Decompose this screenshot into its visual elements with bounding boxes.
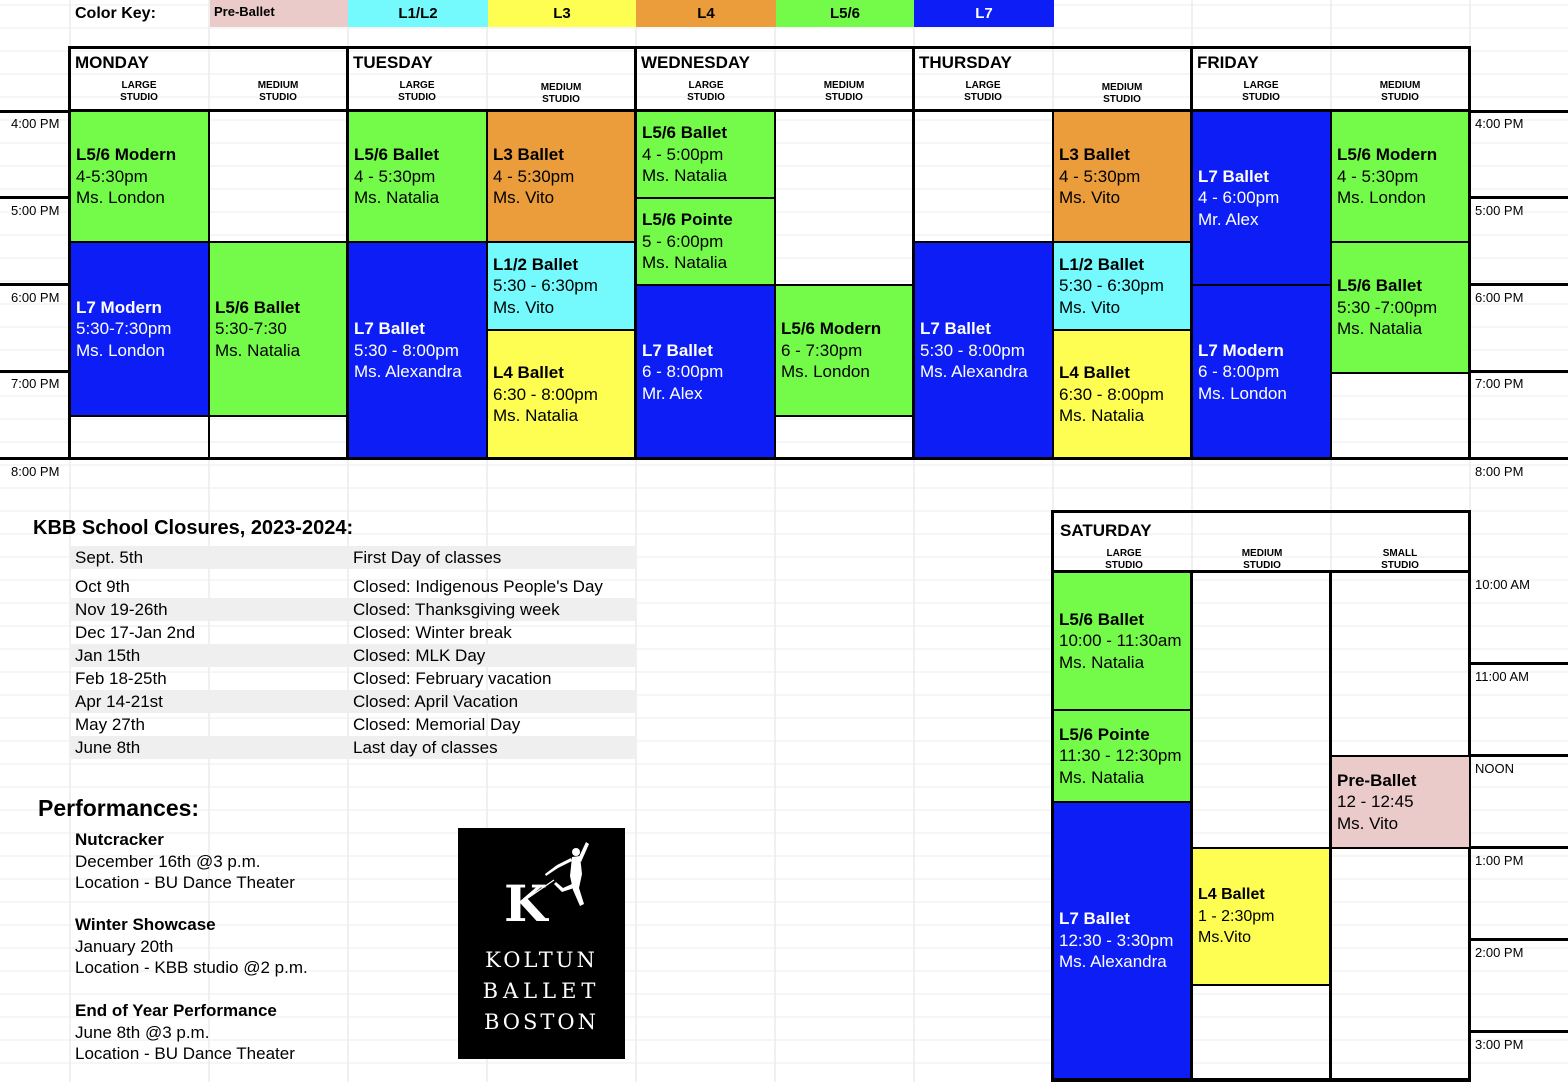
closure-desc: Closed: February vacation xyxy=(353,669,552,688)
performance-date: January 20th xyxy=(75,936,174,956)
studio-label-large: LARGE STUDIO xyxy=(1105,548,1143,570)
class-block[interactable]: L3 Ballet 4 - 5:30pm Ms. Vito xyxy=(1053,111,1192,242)
studio-label-large: LARGE STUDIO xyxy=(964,80,1002,103)
class-block[interactable]: L5/6 Modern 6 - 7:30pm Ms. London xyxy=(775,285,914,416)
hour-line xyxy=(1470,457,1568,460)
hour-line xyxy=(1470,370,1568,373)
studio-label-medium: MEDIUM STUDIO xyxy=(540,82,582,105)
closure-date: Oct 9th xyxy=(75,577,130,596)
color-key xyxy=(0,0,1060,28)
closure-row xyxy=(71,713,636,736)
logo-line: KOLTUN xyxy=(485,948,598,972)
day-divider xyxy=(634,46,637,460)
closure-date: Nov 19-26th xyxy=(75,600,168,619)
closure-desc: Closed: Thanksgiving week xyxy=(353,600,560,619)
studio-label-large: LARGE STUDIO xyxy=(120,80,158,103)
closure-row xyxy=(71,575,636,598)
class-block[interactable]: L4 Ballet 6:30 - 8:00pm Ms. Natalia xyxy=(487,330,636,459)
hour-line xyxy=(0,457,69,460)
time-label: 4:00 PM xyxy=(1475,116,1524,131)
empty-slot xyxy=(1331,848,1470,1079)
class-block[interactable]: L7 Ballet 12:30 - 3:30pm Ms. Alexandra xyxy=(1053,802,1192,1079)
closure-desc: Closed: MLK Day xyxy=(353,646,486,665)
class-block[interactable]: L7 Ballet 4 - 6:00pm Mr. Alex xyxy=(1192,111,1331,285)
studio-label-large: LARGE STUDIO xyxy=(398,80,436,103)
closure-desc: Closed: Winter break xyxy=(353,623,512,642)
performance-location: Location - KBB studio @2 p.m. xyxy=(75,958,308,977)
empty-slot xyxy=(1331,572,1470,756)
color-key-l56: L5/6 xyxy=(776,0,914,27)
closure-date: Feb 18-25th xyxy=(75,669,167,688)
day-header-monday: MONDAY xyxy=(75,53,149,72)
day-header-tuesday: TUESDAY xyxy=(353,53,433,72)
class-block[interactable]: L3 Ballet 4 - 5:30pm Ms. Vito xyxy=(487,111,636,242)
time-label: 11:00 AM xyxy=(1475,669,1529,684)
class-block[interactable]: L1/2 Ballet 5:30 - 6:30pm Ms. Vito xyxy=(487,242,636,330)
closure-date: Dec 17-Jan 2nd xyxy=(75,623,196,642)
studio-label-medium: MEDIUM STUDIO xyxy=(1241,548,1283,570)
hour-line xyxy=(1470,662,1568,665)
class-block[interactable]: L7 Modern 5:30-7:30pm Ms. London xyxy=(70,242,209,416)
hour-line xyxy=(1470,110,1568,113)
day-divider xyxy=(346,46,349,460)
class-block[interactable]: L5/6 Ballet 5:30 -7:00pm Ms. Natalia xyxy=(1331,242,1470,373)
hour-line xyxy=(1470,846,1568,849)
class-block[interactable]: L7 Ballet 6 - 8:00pm Mr. Alex xyxy=(636,285,775,459)
hour-line xyxy=(1470,754,1568,757)
closure-row xyxy=(71,546,636,569)
day-divider xyxy=(1190,572,1193,1082)
closure-row xyxy=(71,736,636,759)
time-label: NOON xyxy=(1475,761,1514,776)
time-label: 1:00 PM xyxy=(1475,853,1524,868)
class-block[interactable]: L5/6 Pointe 5 - 6:00pm Ms. Natalia xyxy=(636,198,775,285)
performance-location: Location - BU Dance Theater xyxy=(75,873,295,892)
logo-letter: K xyxy=(504,874,548,933)
closure-row xyxy=(71,598,636,621)
empty-slot xyxy=(1192,985,1331,1079)
studio-label-medium: MEDIUM STUDIO xyxy=(257,80,299,103)
closure-desc: Closed: Memorial Day xyxy=(353,715,521,734)
day-header-saturday: SATURDAY xyxy=(1060,521,1152,540)
performance-item xyxy=(75,829,295,894)
logo-line: BALLET xyxy=(482,979,601,1003)
class-block[interactable]: L5/6 Pointe 11:30 - 12:30pm Ms. Natalia xyxy=(1053,710,1192,802)
hour-line xyxy=(0,370,69,373)
time-label: 7:00 PM xyxy=(11,376,60,391)
time-label: 4:00 PM xyxy=(11,116,60,131)
closure-row xyxy=(71,667,636,690)
day-divider xyxy=(1190,46,1193,460)
performance-name: Winter Showcase xyxy=(75,915,216,934)
color-key-label: Color Key: xyxy=(75,5,156,22)
closure-desc: Closed: Indigenous People's Day xyxy=(353,577,603,596)
class-block[interactable]: L5/6 Ballet 4 - 5:30pm Ms. Natalia xyxy=(348,111,487,242)
closure-row xyxy=(71,621,636,644)
studio-label-medium: MEDIUM STUDIO xyxy=(1101,82,1143,105)
time-label: 2:00 PM xyxy=(1475,945,1524,960)
class-block[interactable]: L5/6 Modern 4-5:30pm Ms. London xyxy=(70,111,209,242)
day-header-thursday: THURSDAY xyxy=(919,53,1012,72)
performances-title: Performances: xyxy=(38,795,200,821)
color-key-l3: L3 xyxy=(488,0,636,27)
class-block[interactable]: L4 Ballet 6:30 - 8:00pm Ms. Natalia xyxy=(1053,330,1192,459)
color-key-l4: L4 xyxy=(636,0,776,27)
hour-line xyxy=(1470,938,1568,941)
closure-desc: Closed: April Vacation xyxy=(353,692,519,711)
day-header-wednesday: WEDNESDAY xyxy=(641,53,750,72)
studio-label-medium: MEDIUM STUDIO xyxy=(823,80,865,103)
color-key-l7: L7 xyxy=(914,0,1054,27)
time-label: 5:00 PM xyxy=(1475,203,1524,218)
closure-row xyxy=(71,644,636,667)
time-label: 7:00 PM xyxy=(1475,376,1524,391)
class-block[interactable]: L5/6 Ballet 10:00 - 11:30am Ms. Natalia xyxy=(1053,572,1192,710)
studio-label-large: LARGE STUDIO xyxy=(687,80,725,103)
performance-location: Location - BU Dance Theater xyxy=(75,1044,295,1063)
performance-item xyxy=(75,1000,295,1065)
day-divider xyxy=(912,46,915,460)
performance-date: December 16th @3 p.m. xyxy=(75,851,261,871)
class-block[interactable]: L4 Ballet 1 - 2:30pm Ms.Vito xyxy=(1192,848,1331,985)
day-divider xyxy=(1329,572,1332,1082)
closure-desc: First Day of classes xyxy=(353,548,502,567)
time-label: 8:00 PM xyxy=(11,464,60,479)
header-divider xyxy=(68,109,1471,112)
performance-name: Nutcracker xyxy=(75,830,164,849)
studio-label-small: SMALL STUDIO xyxy=(1381,548,1419,570)
hour-line xyxy=(1470,196,1568,199)
studio-label-large: LARGE STUDIO xyxy=(1242,80,1280,103)
closure-date: Apr 14-21st xyxy=(75,692,163,711)
hour-line xyxy=(0,283,69,286)
empty-slot xyxy=(1192,572,1331,848)
koltun-ballet-logo xyxy=(458,828,625,1059)
closure-date: Sept. 5th xyxy=(75,548,144,567)
class-block[interactable]: L7 Ballet 5:30 - 8:00pm Ms. Alexandra xyxy=(348,242,487,459)
closures-title: KBB School Closures, 2023-2024: xyxy=(33,517,354,539)
time-label: 6:00 PM xyxy=(1475,290,1524,305)
time-label: 8:00 PM xyxy=(1475,464,1524,479)
time-label: 6:00 PM xyxy=(11,290,60,305)
color-key-l1l2: L1/L2 xyxy=(348,0,488,27)
time-label: 5:00 PM xyxy=(11,203,60,218)
hour-line xyxy=(1470,1030,1568,1033)
performance-name: End of Year Performance xyxy=(75,1001,277,1020)
studio-label-medium: MEDIUM STUDIO xyxy=(1379,80,1421,103)
closure-date: May 27th xyxy=(75,715,145,734)
hour-line xyxy=(0,196,69,199)
closure-date: Jan 15th xyxy=(75,646,141,665)
hour-line xyxy=(0,110,69,113)
logo-line: BOSTON xyxy=(483,1010,600,1034)
class-block[interactable]: L7 Ballet 5:30 - 8:00pm Ms. Alexandra xyxy=(914,242,1053,459)
color-key-pre-ballet: Pre-Ballet xyxy=(210,0,348,27)
class-block[interactable]: L5/6 Ballet 4 - 5:00pm Ms. Natalia xyxy=(636,111,775,198)
class-block[interactable]: L7 Modern 6 - 8:00pm Ms. London xyxy=(1192,285,1331,459)
class-block[interactable]: Pre-Ballet 12 - 12:45 Ms. Vito xyxy=(1331,756,1470,848)
class-block[interactable]: L5/6 Modern 4 - 5:30pm Ms. London xyxy=(1331,111,1470,242)
time-label: 3:00 PM xyxy=(1475,1037,1524,1052)
day-header-friday: FRIDAY xyxy=(1197,53,1259,72)
hour-line xyxy=(1470,283,1568,286)
closure-date: June 8th xyxy=(75,738,141,757)
class-block[interactable]: L1/2 Ballet 5:30 - 6:30pm Ms. Vito xyxy=(1053,242,1192,330)
class-block[interactable]: L5/6 Ballet 5:30-7:30 Ms. Natalia xyxy=(209,242,348,416)
closure-row xyxy=(71,690,636,713)
performance-item xyxy=(75,914,308,979)
performance-date: June 8th @3 p.m. xyxy=(75,1022,210,1042)
time-label: 10:00 AM xyxy=(1475,577,1530,592)
closure-desc: Last day of classes xyxy=(353,738,498,757)
